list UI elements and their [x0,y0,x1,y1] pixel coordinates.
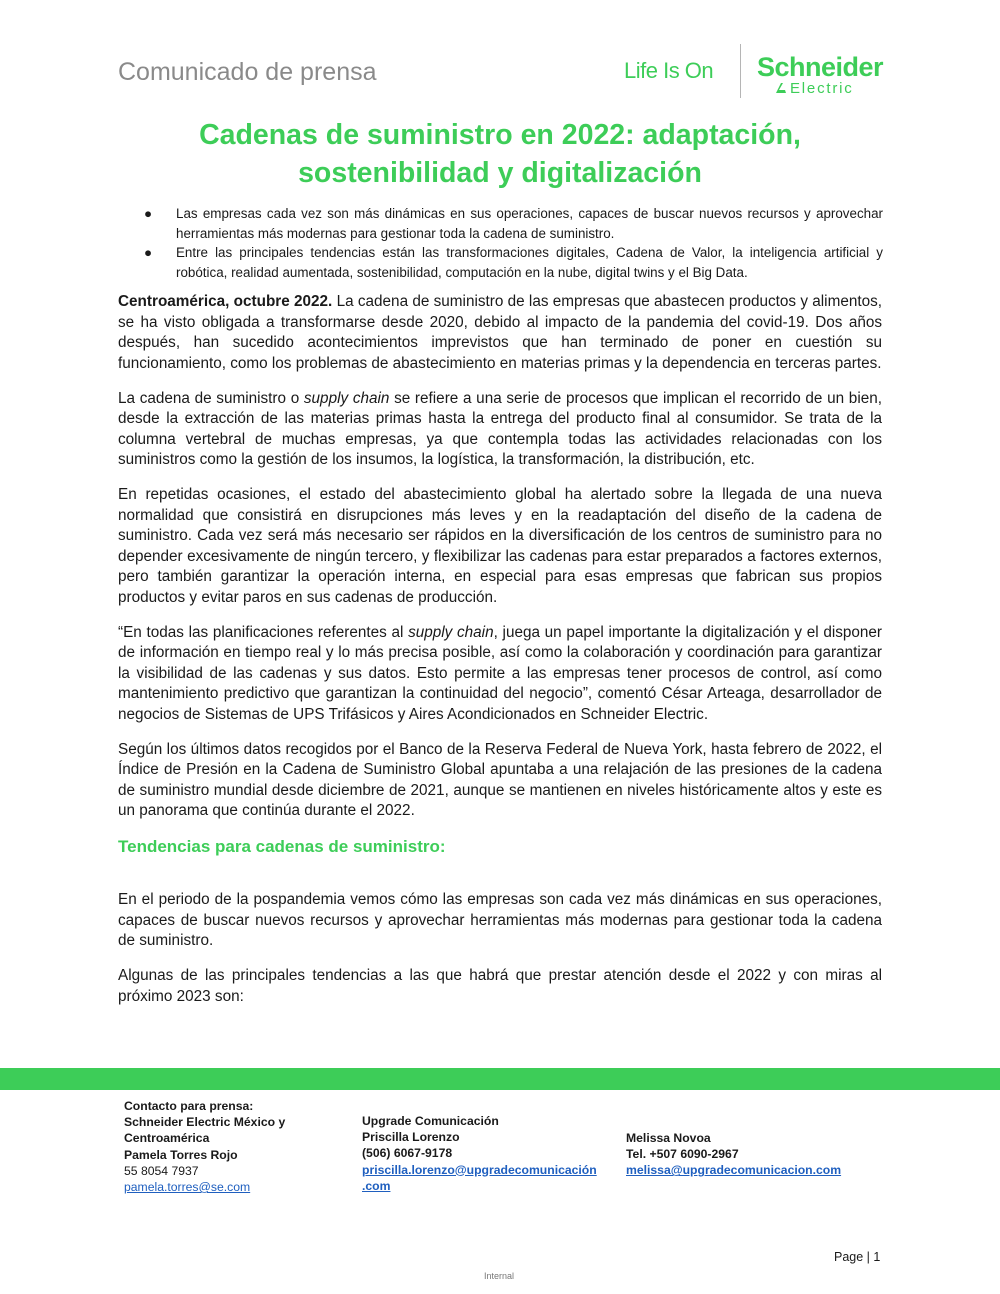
summary-bullets [118,204,883,282]
bullet-dot-icon: ● [144,206,153,221]
paragraph: En repetidas ocasiones, el estado del abastecimiento global ha alertado sobre la llegada de una nueva normalidad que consistirá en disrupciones más leves y en la readaptación del diseño de la cadena de suministro. Cada vez será más necesario ser rápidos en la diversificación de los centros de suministro para no depender excesivamente de ningún tercero, y flexibilizar las cadenas para estar preparados a factores externos, pero también garantizar la operación interna, en especial para esas empresas que fabrican sus propios productos y evitar paros en sus cadenas de producción. [118,486,882,606]
classification-label: Internal [484,1271,515,1281]
paragraph: Algunas de las principales tendencias a las que habrá que prestar atención desde el 2022 y con miras al próximo 2023 son: [118,967,882,1005]
logo-divider [740,44,741,98]
press-contact-melissa: Melissa Novoa Tel. +507 6090-2967 melissa@upgradecomunicacion.com [626,1130,876,1179]
email-link[interactable]: melissa@upgradecomunicacion.com [626,1163,842,1178]
paragraph: La cadena de suministro o supply chain se refiere a una serie de procesos que implican el recorrido de un bien, desde la extracción de las materias primas hasta la entrega del producto final al consumidor. Se trata de la columna vertebral de muchas empresas, ya que contempla todas las actividades relacionadas con los suministros como la gestión de los insumos, la logística, la transformación, la distribución, etc. [118,389,882,468]
bullet-dot-icon: ● [144,245,153,260]
paragraph-intro: Centroamérica, octubre 2022. La cadena de suministro de las empresas que abastecen productos y alimentos, se ha visto obligada a transformarse desde 2020, debido al impacto de la pandemia del covid-19. Dos años después, han sucedido acontecimientos imprevistos que han terminado de poner en cuestión su funcionamiento, como los problemas de abastecimiento en materias primas y la dependencia en terceras partes. [118,293,882,372]
schneider-logo-wordmark: Schneider [757,52,884,82]
email-link[interactable]: priscilla.lorenzo@upgradecomunicación .com [362,1162,597,1193]
paragraph-quote: “En todas las planificaciones referentes al supply chain, juega un papel importante la digitalización y el disponer de información en tiempo real y lo más precisa posible, así como la colaboración y coordinación para garantizar la visibilidad de las cadenas y sus datos. Esto permite a las empresas tener procesos de control, así como mantenimiento predictivo que garantizan la continuidad del negocio”, comentó César Arteaga, desarrollador de negocios de Sistemas de UPS Trifásicos y Aires Acondicionados en Schneider Electric. [118,623,882,723]
summary-bullet [118,243,883,282]
title-line-2: sostenibilidad y digitalización [298,157,702,189]
summary-bullet [118,204,883,243]
paragraph: En el periodo de la pospandemia vemos cómo las empresas son cada vez más dinámicas en sus operaciones, capaces de buscar nuevos recursos y aprovechar herramientas más modernas para gestionar toda la cadena de suministro. [118,891,882,949]
paragraph: Según los últimos datos recogidos por el Banco de la Reserva Federal de Nueva York, hasta febrero de 2022, el Índice de Presión en la Cadena de Suministro Global apuntaba a una relajación de las presiones de la cadena de suministro mundial desde diciembre de 2021, aunque se mantienen en niveles históricamente altos y este es un panorama que continúa durante el 2022. [118,740,882,819]
bullet-text: Las empresas cada vez son más dinámicas en sus operaciones, capaces de buscar nuevos recursos y aprovechar herramientas más modernas para gestionar toda la cadena de suministro. [176,206,883,241]
schneider-logo-electric: Electric [790,80,854,97]
document-type-label: Comunicado de prensa [118,58,377,86]
schneider-logo-icon [773,80,789,96]
section-heading: Tendencias para cadenas de suministro: [118,837,446,856]
life-is-on-tagline: Life Is On [624,58,714,83]
press-contact-upgrade: Upgrade Comunicación Priscilla Lorenzo (506) 6067-9178 priscilla.lorenzo@upgradecomunicación .com [362,1113,617,1194]
dateline: Centroamérica, octubre 2022. [118,293,333,310]
bullet-text: Entre las principales tendencias están las transformaciones digitales, Cadena de Valor, la inteligencia artificial y robótica, realidad aumentada, sostenibilidad, computación en la nube, digital twins y el Big Data. [176,245,883,280]
press-release-title [100,116,900,192]
page-number: Page | 1 [834,1250,881,1264]
footer-green-bar [0,1068,1000,1090]
press-contact-schneider: Contacto para prensa: Schneider Electric México y Centroamérica Pamela Torres Rojo 55 8054 7937 pamela.torres@se.com [124,1098,344,1195]
email-link[interactable]: pamela.torres@se.com [124,1180,251,1195]
title-line-1: Cadenas de suministro en 2022: adaptación, [199,119,801,151]
article-body [118,292,882,1022]
